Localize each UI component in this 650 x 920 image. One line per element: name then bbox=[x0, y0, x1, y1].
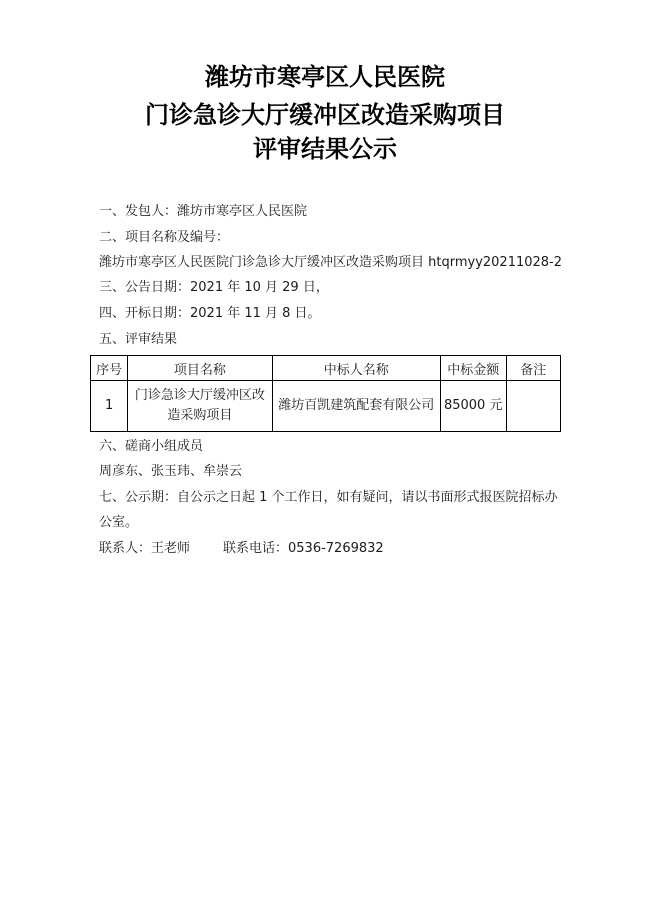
header-no: 序号 bbox=[91, 356, 128, 381]
cell-project-name bbox=[128, 381, 272, 432]
project-name-value: 潍坊市寒亭区人民医院门诊急诊大厅缓冲区改造采购项目 htqrmyy20211028-2 bbox=[99, 255, 563, 270]
publicity-period: 七、公示期：自公示之日起 1 个工作日，如有疑问，请以书面形式报医院招标办 bbox=[99, 490, 558, 505]
announcement-date: 三、公告日期：2021 年 10 月 29 日， bbox=[99, 280, 329, 295]
publicity-period-continued: 公室。 bbox=[99, 515, 139, 530]
bid-opening-date: 四、开标日期：2021 年 11 月 8 日。 bbox=[99, 306, 321, 321]
cell-amount: 85000 元 bbox=[440, 381, 506, 432]
cell-no: 1 bbox=[91, 381, 128, 432]
header-amount: 中标金额 bbox=[440, 356, 506, 381]
title-line-1: 潍坊市寒亭区人民医院 bbox=[205, 62, 445, 91]
header-project-name: 项目名称 bbox=[128, 356, 272, 381]
cell-project-name-line1: 门诊急诊大厅缓冲区改 bbox=[134, 388, 265, 403]
result-table bbox=[90, 355, 561, 432]
contact-person: 联系人：王老师 bbox=[99, 541, 191, 556]
panel-members-heading: 六、磋商小组成员 bbox=[99, 439, 204, 454]
header-winner-name: 中标人名称 bbox=[272, 356, 440, 381]
cell-project-name-line2: 造采购项目 bbox=[167, 408, 233, 423]
panel-members-names: 周彦东、张玉玮、牟崇云 bbox=[99, 464, 243, 479]
cell-winner-name: 潍坊百凯建筑配套有限公司 bbox=[272, 381, 440, 432]
table-row bbox=[91, 381, 561, 432]
cell-remark bbox=[506, 381, 561, 432]
contractor-line: 一、发包人：潍坊市寒亭区人民医院 bbox=[99, 204, 308, 219]
contact-phone: 联系电话：0536-7269832 bbox=[223, 541, 384, 556]
title-line-3: 评审结果公示 bbox=[253, 134, 397, 163]
title-line-2: 门诊急诊大厅缓冲区改造采购项目 bbox=[145, 100, 505, 129]
review-result-heading: 五、评审结果 bbox=[99, 332, 178, 347]
table-header-row bbox=[91, 356, 561, 381]
header-remark: 备注 bbox=[506, 356, 561, 381]
project-name-heading: 二、项目名称及编号： bbox=[99, 230, 230, 245]
